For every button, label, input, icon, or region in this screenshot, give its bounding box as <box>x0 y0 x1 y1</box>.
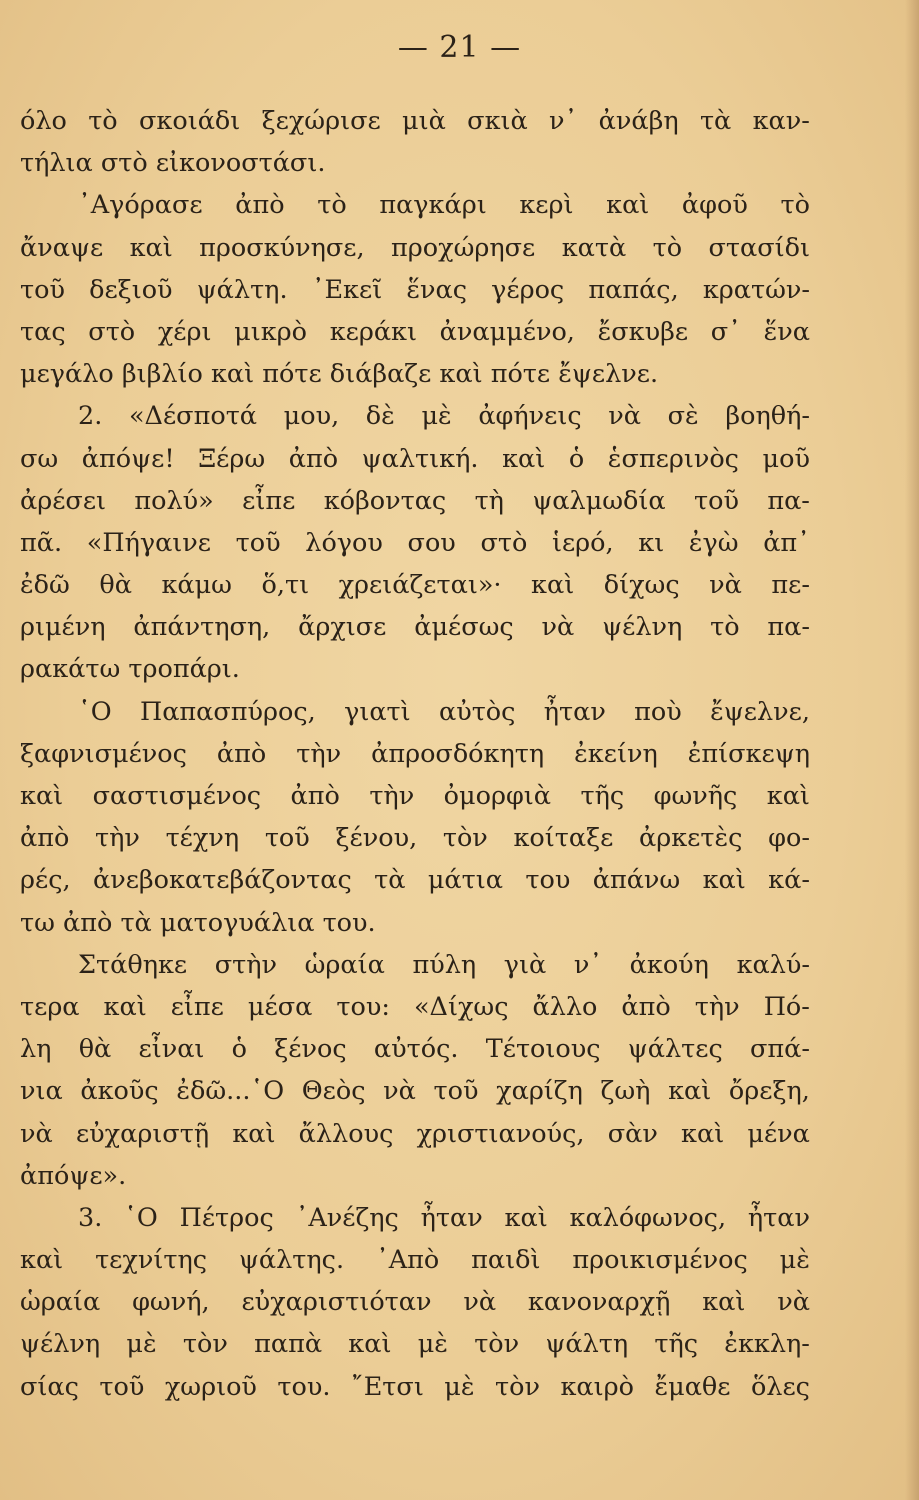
text-line <box>20 859 810 901</box>
word: ἄρχισε <box>298 612 387 643</box>
word: νὰ <box>541 612 575 643</box>
word: πολύ» <box>134 485 214 516</box>
word: τὰ <box>374 865 406 896</box>
word: γιατὶ <box>344 696 411 727</box>
word: πύλη <box>412 949 477 980</box>
word: «Δίχως <box>413 991 509 1022</box>
word: καὶ <box>504 1202 548 1233</box>
word: καὶ <box>232 1118 276 1149</box>
word: καὶ <box>668 1076 712 1107</box>
word: πᾶ. <box>20 527 63 558</box>
text-line <box>20 438 810 480</box>
word: τοῦ <box>235 527 281 558</box>
word: του <box>525 865 571 896</box>
word: κι <box>638 527 665 558</box>
text-line <box>20 100 810 142</box>
text-line <box>20 733 810 775</box>
word: ἀπὸ <box>235 190 285 221</box>
word: Πέτρος <box>179 1202 274 1233</box>
word: ἑσπερινὸς <box>607 443 739 474</box>
word: σπά- <box>749 1034 810 1065</box>
word: σ᾽ <box>710 316 741 347</box>
word: τὸ <box>710 612 740 643</box>
text-line <box>20 944 810 986</box>
text-line <box>20 480 810 522</box>
word: ἀνεβοκατεβάζοντας <box>92 865 352 896</box>
word: ψαλμωδία <box>532 485 666 516</box>
word: ψάλτες <box>627 1034 723 1065</box>
word: καὶ <box>129 232 173 263</box>
word: καὶ <box>103 991 147 1022</box>
text-line <box>20 1323 810 1365</box>
word: μένα <box>747 1118 810 1149</box>
word: τὸν <box>182 1329 228 1360</box>
word: όλο <box>20 106 67 136</box>
word: ψάλτη <box>545 1329 629 1360</box>
word: καὶ <box>20 1245 64 1276</box>
text-line <box>20 227 810 269</box>
word: προικισμένος <box>572 1245 748 1276</box>
text-line-content: μεγάλο βιβλίο καὶ πότε διάβαζε καὶ πότε ἔψελνε. <box>20 359 659 390</box>
word: δὲ <box>365 401 395 432</box>
word: νια <box>20 1076 63 1107</box>
word: προσκύνησε, <box>199 232 365 263</box>
word: ν᾽ <box>549 106 578 136</box>
text-line <box>20 269 810 311</box>
word: ἀπροσδόκητη <box>371 738 545 769</box>
word: Τέτοιους <box>485 1034 601 1065</box>
word: τῆς <box>580 781 625 811</box>
word: ποὺ <box>634 696 682 727</box>
word: καὶ <box>20 781 64 811</box>
word: τὴν <box>296 738 342 769</box>
word: ἀπὸ <box>621 991 671 1022</box>
word: κοίταξε <box>513 823 614 854</box>
word: ἀπάνω <box>592 865 681 896</box>
word: ξένου, <box>335 823 418 854</box>
word: ὀμορφιὰ <box>443 781 552 811</box>
word: λη <box>20 1034 52 1065</box>
text-line <box>20 902 810 944</box>
word: του: <box>336 991 390 1022</box>
word: ᾽Ανέζης <box>295 1202 399 1233</box>
word: σίας <box>20 1371 79 1402</box>
page-number: — 21 — <box>397 30 522 65</box>
word: Ξέρω <box>198 443 266 474</box>
text-line <box>20 311 810 353</box>
word: δεξιοῦ <box>89 274 173 305</box>
word: ἐκείνη <box>574 738 658 769</box>
text-line <box>20 775 810 817</box>
word: ἀπόψε! <box>81 443 175 474</box>
word: στὸ <box>480 527 528 558</box>
word: τοῦ <box>264 823 310 854</box>
word: εὐχαριστιόταν <box>241 1287 432 1318</box>
word: νὰ <box>463 1287 497 1318</box>
word: χαρίζη <box>496 1076 583 1107</box>
text-line <box>20 395 810 437</box>
text-line <box>20 691 810 733</box>
word: ἀφοῦ <box>681 190 748 221</box>
word: τὸν <box>442 823 488 854</box>
word: ἐδῶ <box>20 570 70 601</box>
word: σαστισμένος <box>92 781 262 811</box>
word: ἀναμμένο, <box>439 316 575 347</box>
word: στὸ <box>88 316 136 347</box>
word: τὸν <box>495 1371 540 1402</box>
word: σὰν <box>607 1118 658 1149</box>
word: ξεχώρισε <box>261 106 381 136</box>
word: πα- <box>767 485 810 516</box>
word: καλύ- <box>736 949 810 980</box>
word: ριμένη <box>20 612 106 643</box>
word: Παπασπύρος, <box>139 696 316 727</box>
word: μάτια <box>427 865 503 896</box>
word: τὸν <box>474 1329 520 1360</box>
word: ἔσκυβε <box>597 316 689 347</box>
word: τὸ <box>317 190 347 221</box>
word: ἀρκετὲς <box>639 823 743 854</box>
word: ἔψελνε, <box>710 696 810 727</box>
word: ὁ <box>568 443 585 474</box>
word: ἦταν <box>420 1202 483 1233</box>
word: μέσα <box>247 991 313 1022</box>
text-line <box>20 1366 810 1408</box>
word: μιὰ <box>402 106 446 136</box>
word: τοῦ <box>20 274 65 305</box>
word: ὡραία <box>20 1287 101 1318</box>
page-edge-shadow <box>905 0 919 1500</box>
word: ἀρέσει <box>20 485 107 516</box>
word: νὰ <box>383 1076 416 1107</box>
word: μὲ <box>417 1329 448 1360</box>
word: τὴν <box>369 781 415 811</box>
word: τὰ <box>699 106 732 136</box>
word: νὰ <box>608 401 642 432</box>
word: σκιὰ <box>467 106 528 136</box>
word: ν᾽ <box>573 949 603 980</box>
word: ἄλλους <box>298 1118 394 1149</box>
word: ῎Ετσι <box>350 1371 424 1402</box>
word: ἄλλο <box>532 991 598 1022</box>
word: φωνή, <box>132 1287 210 1318</box>
text-line-content: τω ἀπὸ τὰ ματογυάλια του. <box>20 907 376 938</box>
word: τῆς <box>654 1329 699 1360</box>
text-line <box>20 184 810 226</box>
word: Θεὸς <box>301 1076 366 1107</box>
word: εἶπε <box>170 991 224 1022</box>
word: τὸ <box>88 106 118 136</box>
word: ρές, <box>20 865 71 896</box>
word: χέρι <box>157 316 212 347</box>
text-line <box>20 564 810 606</box>
word: τεχνίτης <box>95 1245 207 1276</box>
word: ὁ <box>231 1034 248 1065</box>
word: 3. <box>78 1202 103 1233</box>
body-text <box>20 100 810 1408</box>
word: νὰ <box>20 1118 53 1149</box>
word: φο- <box>768 823 810 854</box>
word: παγκάρι <box>379 190 487 221</box>
word: παπὰ <box>254 1329 323 1360</box>
word: τας <box>20 316 66 347</box>
word: χρειάζεται»· <box>338 570 502 601</box>
word: παιδὶ <box>471 1245 541 1276</box>
word: ῾Ο <box>78 696 112 727</box>
word: στὴν <box>214 949 278 980</box>
word: ἀπὸ <box>216 738 267 769</box>
word: ἐγὼ <box>688 527 739 558</box>
word: καὶ <box>531 570 575 601</box>
text-line <box>20 986 810 1028</box>
word: καὶ <box>348 1329 392 1360</box>
text-line-content: τήλια στὸ εἰκονοστάσι. <box>20 148 326 179</box>
word: ἀκούη <box>629 949 709 980</box>
text-line <box>20 817 810 859</box>
word: Πό- <box>763 991 810 1022</box>
word: ἀπὸ <box>288 443 339 474</box>
word: ἕνα <box>763 316 810 347</box>
word: Στάθηκε <box>78 949 188 980</box>
word: σκοιάδι <box>139 106 241 136</box>
word: λόγου <box>305 527 383 558</box>
text-line-content: ρακάτω τροπάρι. <box>20 654 240 685</box>
word: σω <box>20 443 59 474</box>
word: ἔμαθε <box>654 1371 731 1402</box>
word: χριστιανούς, <box>416 1118 585 1149</box>
word: κατὰ <box>561 232 627 263</box>
word: κανοναρχῇ <box>527 1287 671 1318</box>
word: ᾽Εκεῖ <box>311 274 383 305</box>
word: χωριοῦ <box>164 1371 257 1402</box>
word: ὅλες <box>750 1371 810 1402</box>
word: στασίδι <box>708 232 810 263</box>
word: ἀκοῦς <box>80 1076 159 1107</box>
word: ῾Ο <box>124 1202 158 1233</box>
word: ἀπάντηση, <box>133 612 271 643</box>
word: κεράκι <box>329 316 417 347</box>
word: ζωὴ <box>600 1076 651 1107</box>
word: καὶ <box>766 781 810 811</box>
word: θὰ <box>78 1034 112 1065</box>
word: τοῦ <box>433 1076 479 1107</box>
word: καιρὸ <box>560 1371 634 1402</box>
word: ἀνάβη <box>598 106 679 136</box>
word: μὲ <box>421 401 452 432</box>
word: σου <box>407 527 456 558</box>
word: τοῦ <box>694 485 739 516</box>
text-line <box>20 1155 810 1197</box>
text-line-content: ἀπόψε». <box>20 1160 127 1191</box>
word: τὴν <box>694 991 740 1022</box>
text-line <box>20 1197 810 1239</box>
word: ἀπὸ <box>20 823 70 854</box>
word: εὐχαριστῇ <box>75 1118 210 1149</box>
word: κά- <box>768 865 810 896</box>
word: ἐκκλη- <box>724 1329 810 1360</box>
text-line <box>20 1113 810 1155</box>
word: ἱερό, <box>551 527 614 558</box>
word: καὶ <box>702 1287 746 1318</box>
word: καὶ <box>502 443 546 474</box>
text-line <box>20 1281 810 1323</box>
word: τὸ <box>780 190 810 221</box>
word: ἀφήνεις <box>478 401 582 432</box>
word: κερὶ <box>519 190 574 221</box>
word: ξαφνισμένος <box>20 738 187 769</box>
word: ψέλνη <box>20 1329 101 1360</box>
word: ὄρεξη, <box>728 1076 810 1107</box>
word: ὅ,τι <box>261 570 310 601</box>
word: τερα <box>20 991 80 1022</box>
text-line <box>20 353 810 395</box>
word: σὲ <box>667 401 699 432</box>
word: ᾽Αγόρασε <box>78 190 203 221</box>
word: «Δέσποτά <box>128 401 258 432</box>
word: τέχνη <box>165 823 240 854</box>
word: παπάς, <box>588 274 679 305</box>
word: τοῦ <box>99 1371 145 1402</box>
word: «Πήγαινε <box>86 527 212 558</box>
word: φωνῆς <box>653 781 738 811</box>
word: του. <box>277 1371 331 1402</box>
text-line <box>20 522 810 564</box>
word: ἦταν <box>747 1202 810 1233</box>
text-line <box>20 1028 810 1070</box>
word: αὐτός. <box>373 1034 459 1065</box>
word: ἄναψε <box>20 232 104 263</box>
word: μὲ <box>444 1371 475 1402</box>
word: ξένος <box>274 1034 347 1065</box>
word: ψαλτική. <box>361 443 479 474</box>
word: πε- <box>771 570 810 601</box>
word: τὴν <box>95 823 140 854</box>
word: κόβοντας <box>323 485 447 516</box>
word: 2. <box>78 401 103 432</box>
word: κρατών- <box>702 274 810 305</box>
word: ᾽Απὸ <box>375 1245 440 1276</box>
word: κάμω <box>161 570 232 601</box>
text-line <box>20 1239 810 1281</box>
word: ψάλτη. <box>196 274 288 305</box>
word: τὴ <box>474 485 504 516</box>
word: δίχως <box>603 570 680 601</box>
word: μου, <box>283 401 340 432</box>
word: νὰ <box>777 1287 810 1318</box>
word: μοῦ <box>762 443 810 474</box>
word: νὰ <box>709 570 742 601</box>
word: καλόφωνος, <box>569 1202 727 1233</box>
text-line <box>20 1070 810 1112</box>
word: ὡραία <box>304 949 385 980</box>
word: εἶπε <box>242 485 296 516</box>
word: πα- <box>767 612 810 643</box>
word: ψάλτης. <box>238 1245 345 1276</box>
word: προχώρησε <box>391 232 536 263</box>
word: ἐδῶ...῾Ο <box>176 1076 285 1107</box>
word: γιὰ <box>503 949 547 980</box>
word: εἶναι <box>138 1034 205 1065</box>
word: θὰ <box>99 570 132 601</box>
word: καὶ <box>606 190 650 221</box>
word: ἐπίσκεψη <box>687 738 810 769</box>
word: ψέλνη <box>602 612 683 643</box>
word: τὸ <box>652 232 683 263</box>
word: γέρος <box>491 274 565 305</box>
word: καν- <box>752 106 810 136</box>
text-line <box>20 606 810 648</box>
word: μικρὸ <box>234 316 308 347</box>
word: ἀμέσως <box>414 612 514 643</box>
word: καὶ <box>702 865 746 896</box>
word: ἦταν <box>543 696 606 727</box>
text-line <box>20 142 810 184</box>
word: μὲ <box>779 1245 810 1276</box>
word: αὐτὸς <box>438 696 516 727</box>
word: μὲ <box>126 1329 157 1360</box>
text-line <box>20 648 810 690</box>
word: ἕνας <box>406 274 468 305</box>
word: καὶ <box>681 1118 725 1149</box>
word: βοηθή- <box>725 401 810 432</box>
word: ἀπὸ <box>290 781 340 811</box>
word: ἀπ᾽ <box>763 527 810 558</box>
